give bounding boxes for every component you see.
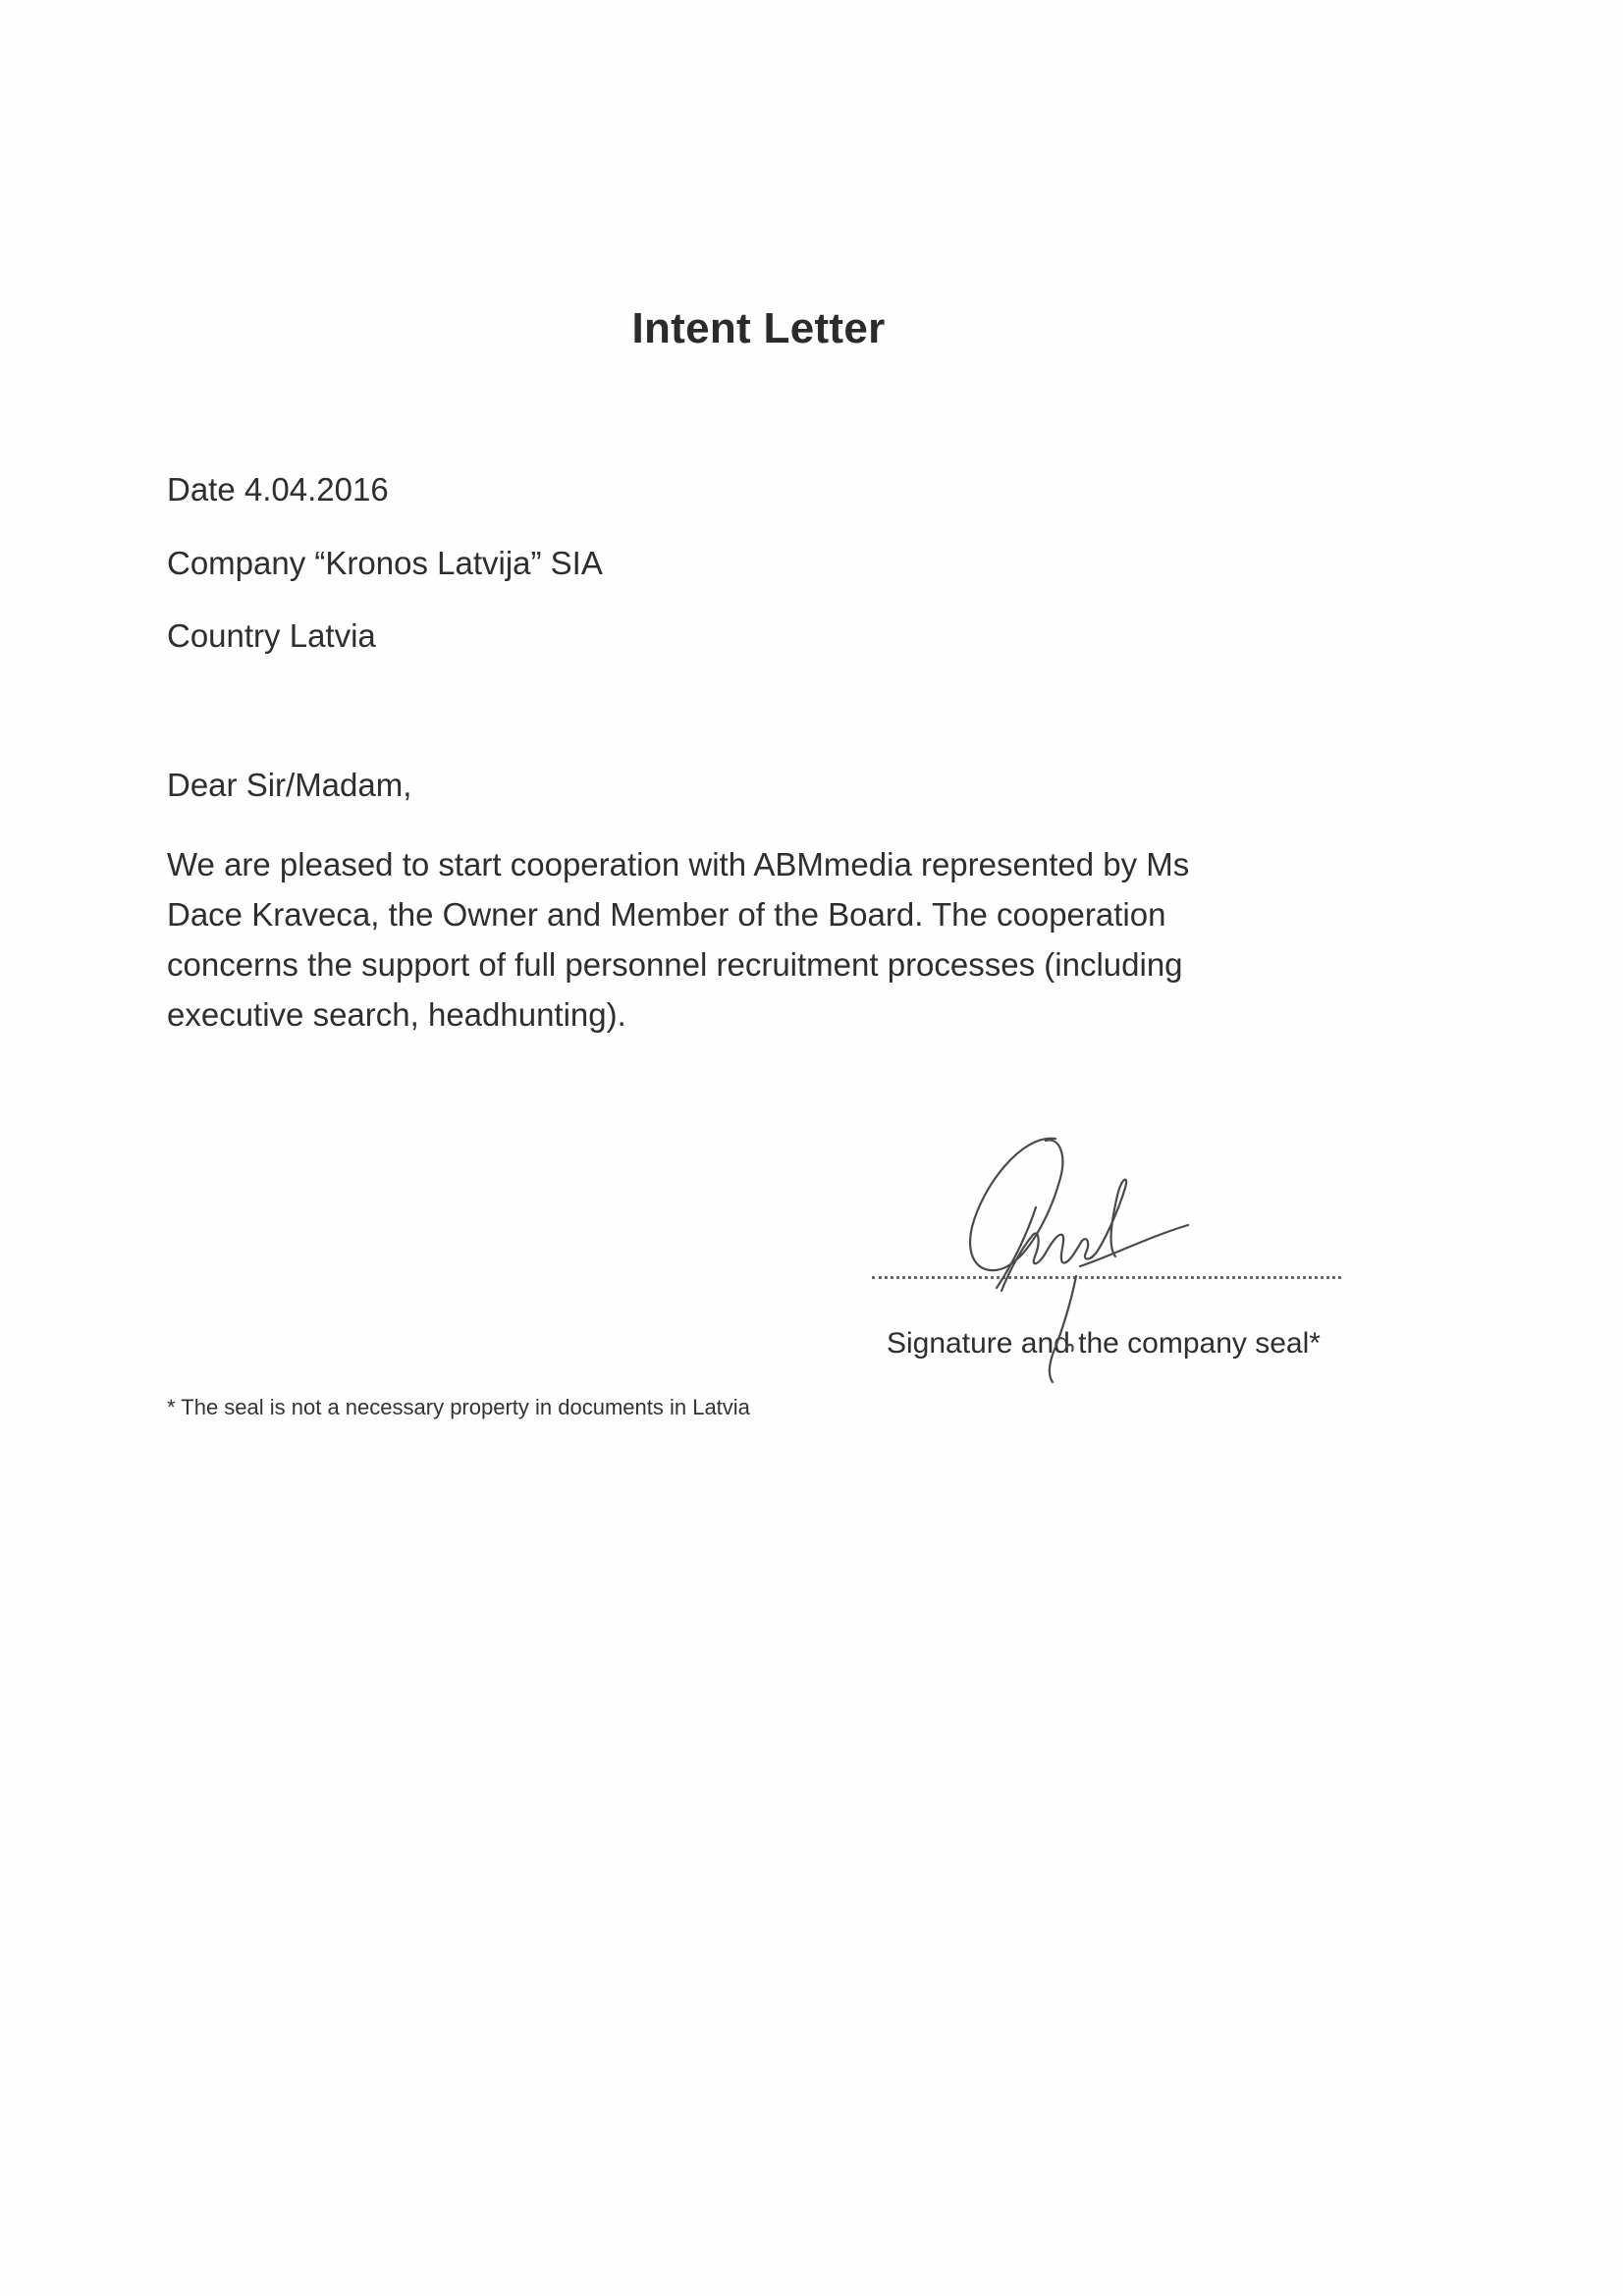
salutation: Dear Sir/Madam, <box>167 767 412 803</box>
body-line: concerns the support of full personnel recruitment processes (including <box>167 946 1183 983</box>
body-line: executive search, headhunting). <box>167 996 626 1033</box>
company-line: Company “Kronos Latvija” SIA <box>167 545 603 581</box>
body-line: We are pleased to start cooperation with ABMmedia represented by Ms <box>167 846 1190 882</box>
letter-body <box>167 839 1355 1040</box>
body-line: Dace Kraveca, the Owner and Member of the Board. The cooperation <box>167 896 1166 933</box>
country-line: Country Latvia <box>167 617 376 654</box>
date-line: Date 4.04.2016 <box>167 471 389 507</box>
handwritten-signature <box>943 1119 1198 1404</box>
footnote: * The seal is not a necessary property in documents in Latvia <box>167 1395 750 1419</box>
page-title: Intent Letter <box>631 304 886 352</box>
signature-caption: Signature and the company seal* <box>887 1327 1321 1360</box>
